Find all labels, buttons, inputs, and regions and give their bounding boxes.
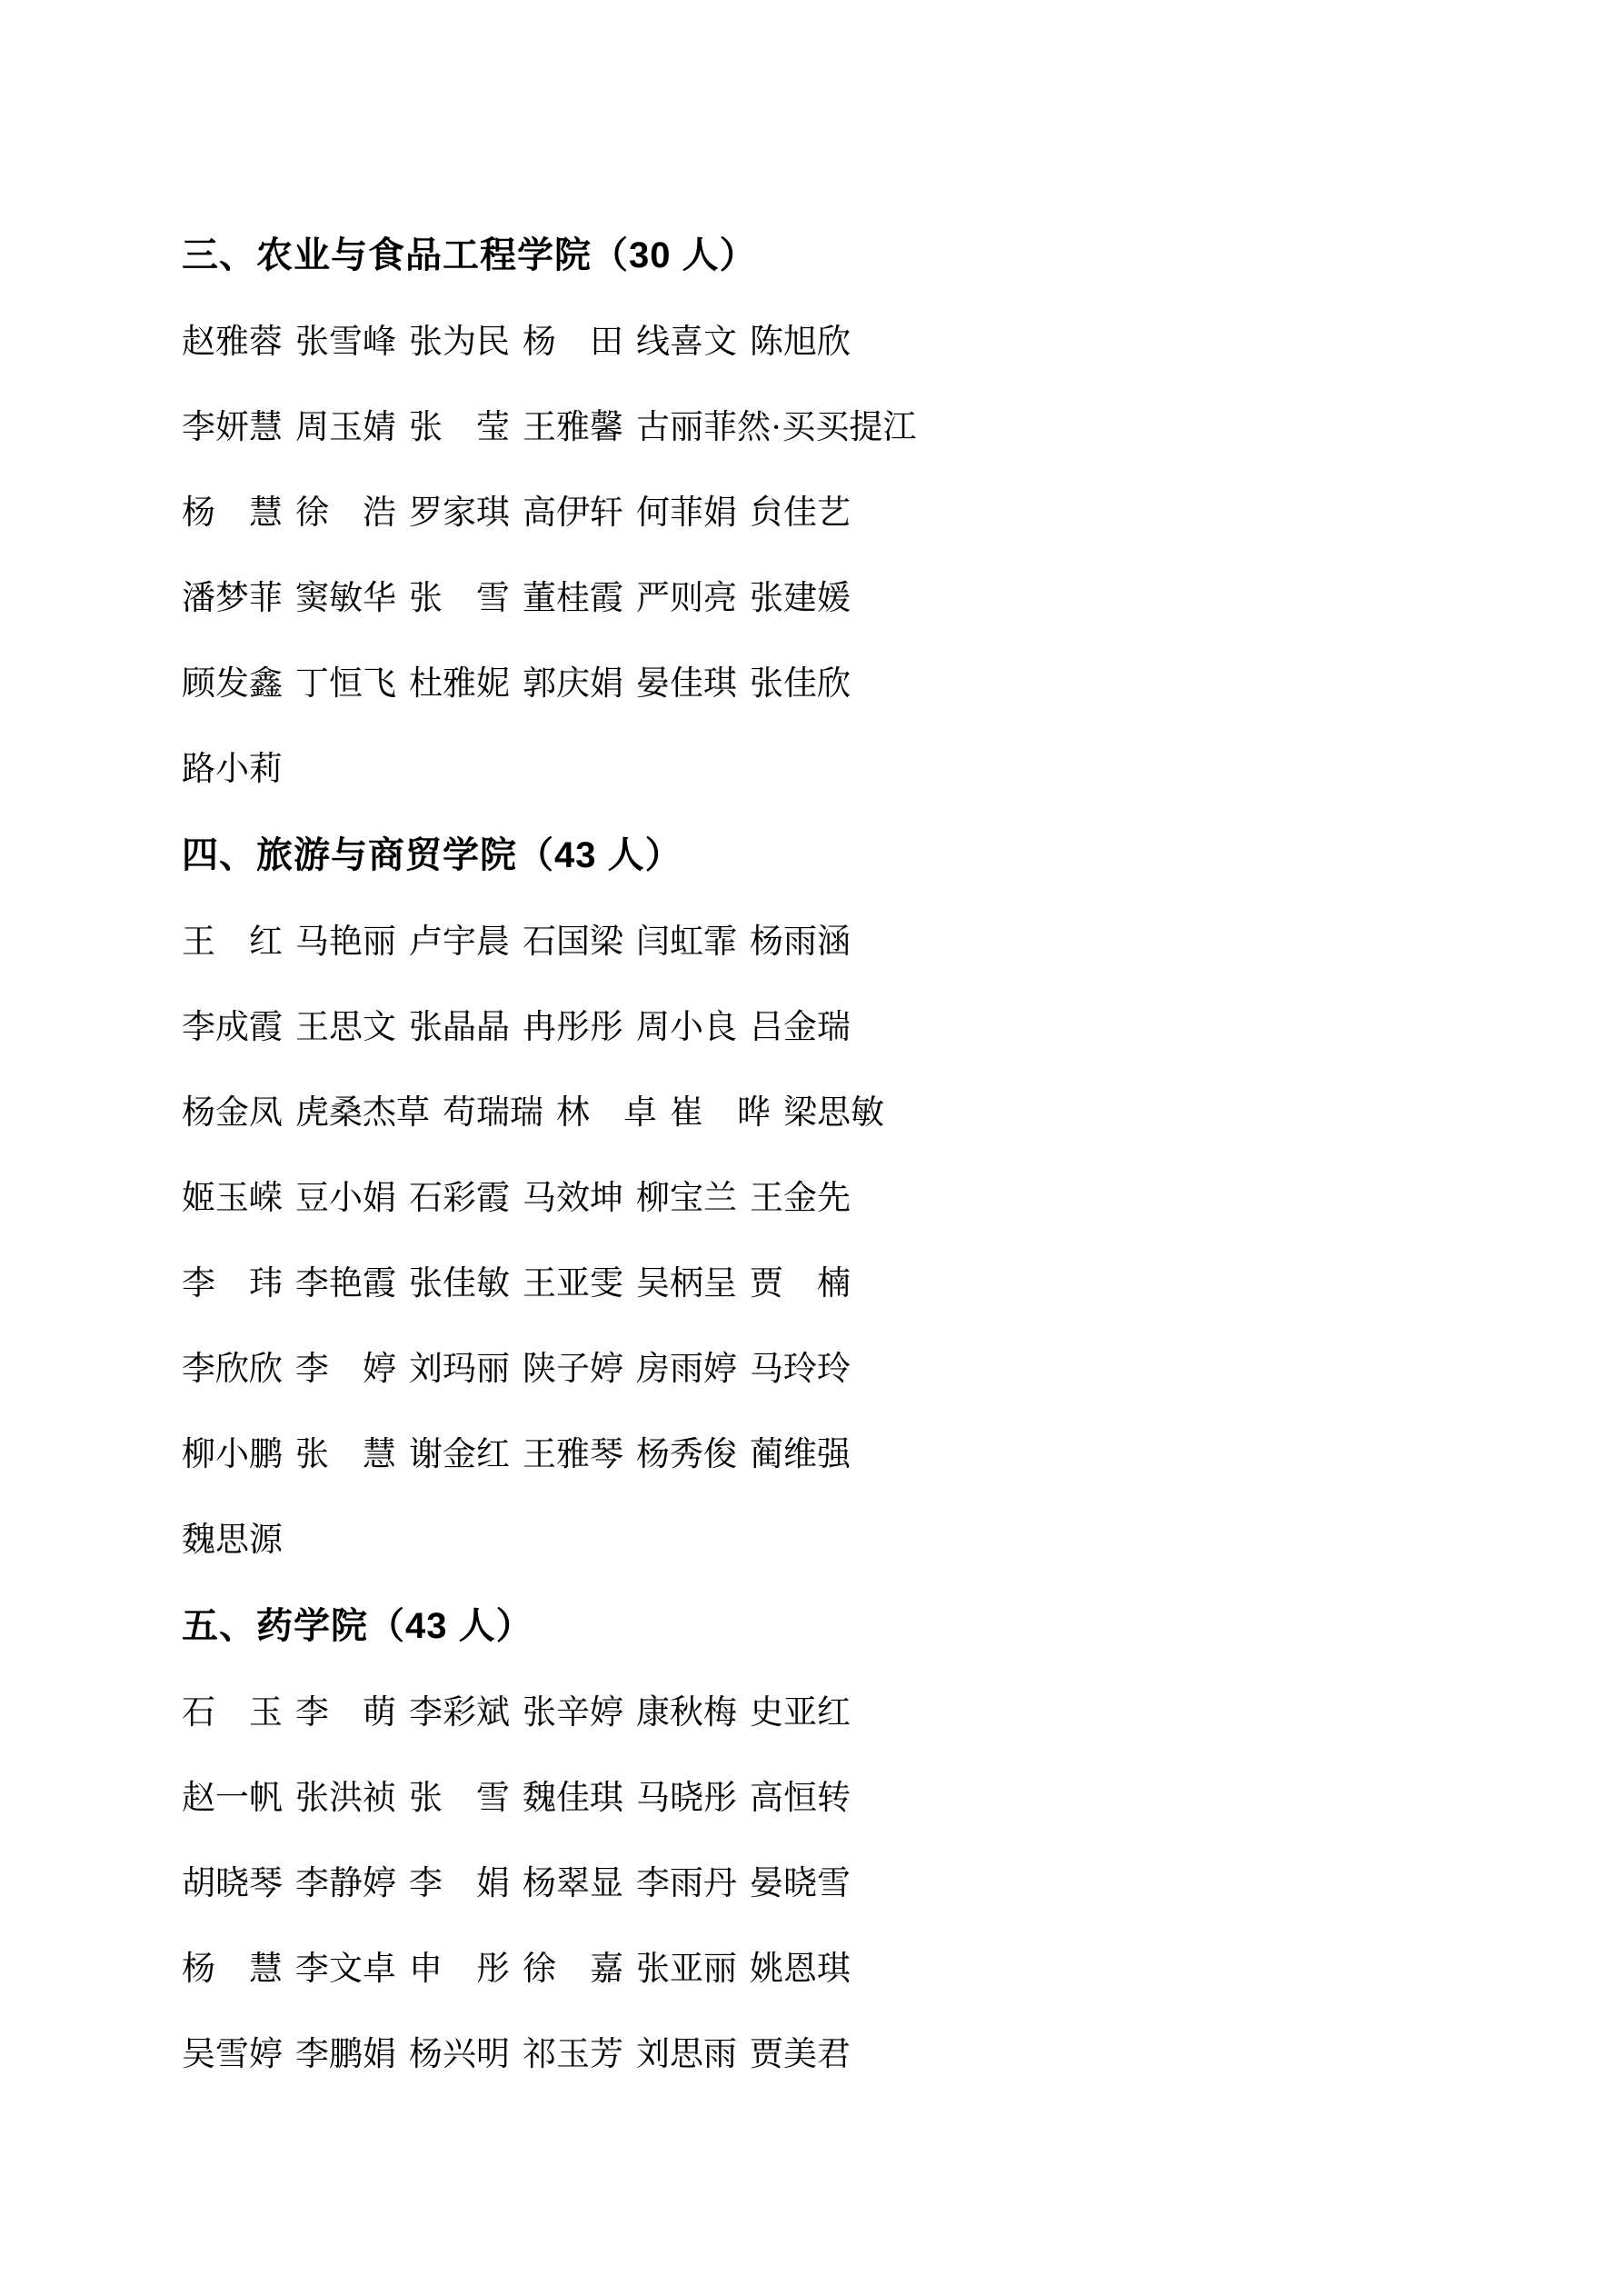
student-name: 张亚丽	[636, 1951, 737, 1988]
student-name: 胡晓琴	[182, 1865, 283, 1902]
student-name: 古丽菲然·买买提江	[636, 409, 917, 446]
student-name: 苟瑞瑞	[443, 1094, 543, 1132]
student-name: 吴柄呈	[636, 1265, 737, 1303]
student-name: 线喜文	[636, 324, 737, 361]
student-name: 卢宇晨	[409, 923, 510, 961]
student-name: 李 婷	[295, 1351, 396, 1388]
student-name: 杨兴明	[409, 2036, 510, 2073]
student-name: 李雨丹	[636, 1865, 737, 1902]
student-name: 吕金瑞	[750, 1009, 851, 1046]
student-name: 何菲娟	[636, 494, 737, 532]
name-row	[182, 922, 1478, 963]
student-name: 张洪祯	[295, 1780, 396, 1817]
student-name: 王雅琴	[523, 1436, 623, 1473]
name-row	[182, 578, 1478, 620]
student-name: 潘梦菲	[182, 580, 283, 617]
student-name: 徐 浩	[295, 494, 396, 532]
student-name: 申 彤	[409, 1951, 510, 1988]
student-name: 严则亮	[636, 580, 737, 617]
student-name: 罗家琪	[409, 494, 510, 532]
student-name: 魏佳琪	[523, 1780, 623, 1817]
name-row	[182, 1949, 1478, 1991]
student-name: 王金先	[750, 1180, 851, 1217]
student-name: 陕子婷	[523, 1351, 623, 1388]
student-name: 徐 嘉	[523, 1951, 623, 1988]
student-name: 张辛婷	[523, 1694, 623, 1732]
student-name: 蔺维强	[750, 1436, 851, 1473]
student-name: 李彩斌	[409, 1694, 510, 1732]
student-name: 张雪峰	[295, 324, 396, 361]
student-name: 高伊轩	[523, 494, 623, 532]
student-name: 赵雅蓉	[182, 324, 283, 361]
student-name: 王 红	[182, 923, 283, 961]
student-name: 马艳丽	[295, 923, 396, 961]
student-name: 陈旭欣	[750, 324, 851, 361]
student-name: 豆小娟	[295, 1180, 396, 1217]
student-name: 顾发鑫	[182, 665, 283, 703]
student-name: 刘思雨	[636, 2036, 737, 2073]
student-name: 张建媛	[750, 580, 851, 617]
student-name: 晏晓雪	[750, 1865, 851, 1902]
student-name: 石国梁	[523, 923, 623, 961]
student-name: 贾美君	[750, 2036, 851, 2073]
student-name: 康秋梅	[636, 1694, 737, 1732]
student-name: 谢金红	[409, 1436, 510, 1473]
student-name: 杨金凤	[182, 1094, 283, 1132]
student-name: 杨 田	[523, 324, 623, 361]
student-name: 崔 晔	[670, 1094, 771, 1132]
student-name: 柳小鹏	[182, 1436, 283, 1473]
student-name: 贠佳艺	[750, 494, 851, 532]
student-name: 晏佳琪	[636, 665, 737, 703]
student-name: 姬玉嵘	[182, 1180, 283, 1217]
student-name: 林 卓	[556, 1094, 657, 1132]
name-row	[182, 1007, 1478, 1049]
name-row	[182, 1692, 1478, 1734]
name-row	[182, 1520, 1478, 1562]
student-name: 祁玉芳	[523, 2036, 623, 2073]
student-name: 窦敏华	[295, 580, 396, 617]
student-name: 张晶晶	[409, 1009, 510, 1046]
name-row	[182, 1778, 1478, 1820]
student-name: 张 雪	[409, 1780, 510, 1817]
student-name: 杨 慧	[182, 1951, 283, 1988]
student-name: 马晓彤	[636, 1780, 737, 1817]
student-name: 房雨婷	[636, 1351, 737, 1388]
student-name: 姚恩琪	[750, 1951, 851, 1988]
name-row	[182, 322, 1478, 364]
student-name: 梁思敏	[783, 1094, 884, 1132]
student-name: 郭庆娟	[523, 665, 623, 703]
student-name: 李鹏娟	[295, 2036, 396, 2073]
student-name: 虎桑杰草	[295, 1094, 430, 1132]
name-row	[182, 749, 1478, 791]
student-name: 王亚雯	[523, 1265, 623, 1303]
name-row	[182, 664, 1478, 705]
student-name: 李 玮	[182, 1265, 283, 1303]
student-name: 王思文	[295, 1009, 396, 1046]
student-name: 马效坤	[523, 1180, 623, 1217]
section-heading: 四、旅游与商贸学院（43 人）	[182, 835, 682, 875]
student-name: 李欣欣	[182, 1351, 283, 1388]
student-name: 路小莉	[182, 751, 283, 788]
student-name: 张佳欣	[750, 665, 851, 703]
student-name: 赵一帆	[182, 1780, 283, 1817]
student-name: 杨翠显	[523, 1865, 623, 1902]
student-name: 石 玉	[182, 1694, 283, 1732]
student-name: 闫虹霏	[636, 923, 737, 961]
student-name: 刘玛丽	[409, 1351, 510, 1388]
student-name: 周小良	[636, 1009, 737, 1046]
student-name: 李 萌	[295, 1694, 396, 1732]
student-name: 李 娟	[409, 1865, 510, 1902]
student-name: 柳宝兰	[636, 1180, 737, 1217]
name-row	[182, 2034, 1478, 2076]
student-name: 史亚红	[750, 1694, 851, 1732]
student-name: 张 莹	[409, 409, 510, 446]
name-row	[182, 1349, 1478, 1391]
student-name: 贾 楠	[750, 1265, 851, 1303]
student-name: 董桂霞	[523, 580, 623, 617]
student-name: 丁恒飞	[295, 665, 396, 703]
name-row	[182, 1263, 1478, 1305]
student-name: 李文卓	[295, 1951, 396, 1988]
name-row	[182, 1863, 1478, 1905]
name-row	[182, 1434, 1478, 1476]
student-name: 高恒转	[750, 1780, 851, 1817]
name-row	[182, 493, 1478, 534]
student-name: 马玲玲	[750, 1351, 851, 1388]
name-row	[182, 407, 1478, 449]
student-name: 魏思源	[182, 1522, 283, 1559]
student-name: 冉彤彤	[523, 1009, 623, 1046]
name-row	[182, 1093, 1478, 1134]
student-name: 杨秀俊	[636, 1436, 737, 1473]
student-name: 张佳敏	[409, 1265, 510, 1303]
student-name: 张 雪	[409, 580, 510, 617]
student-name: 周玉婧	[295, 409, 396, 446]
student-name: 李妍慧	[182, 409, 283, 446]
student-name: 杨雨涵	[750, 923, 851, 961]
section-heading: 三、农业与食品工程学院（30 人）	[182, 235, 757, 275]
student-name: 李艳霞	[295, 1265, 396, 1303]
student-name: 王雅馨	[523, 409, 623, 446]
student-name: 杜雅妮	[409, 665, 510, 703]
student-name: 张 慧	[295, 1436, 396, 1473]
student-name: 吴雪婷	[182, 2036, 283, 2073]
name-row	[182, 1178, 1478, 1220]
section-heading: 五、药学院（43 人）	[182, 1606, 533, 1646]
student-name: 李静婷	[295, 1865, 396, 1902]
student-name: 石彩霞	[409, 1180, 510, 1217]
student-name: 李成霞	[182, 1009, 283, 1046]
student-name: 张为民	[409, 324, 510, 361]
student-name: 杨 慧	[182, 494, 283, 532]
